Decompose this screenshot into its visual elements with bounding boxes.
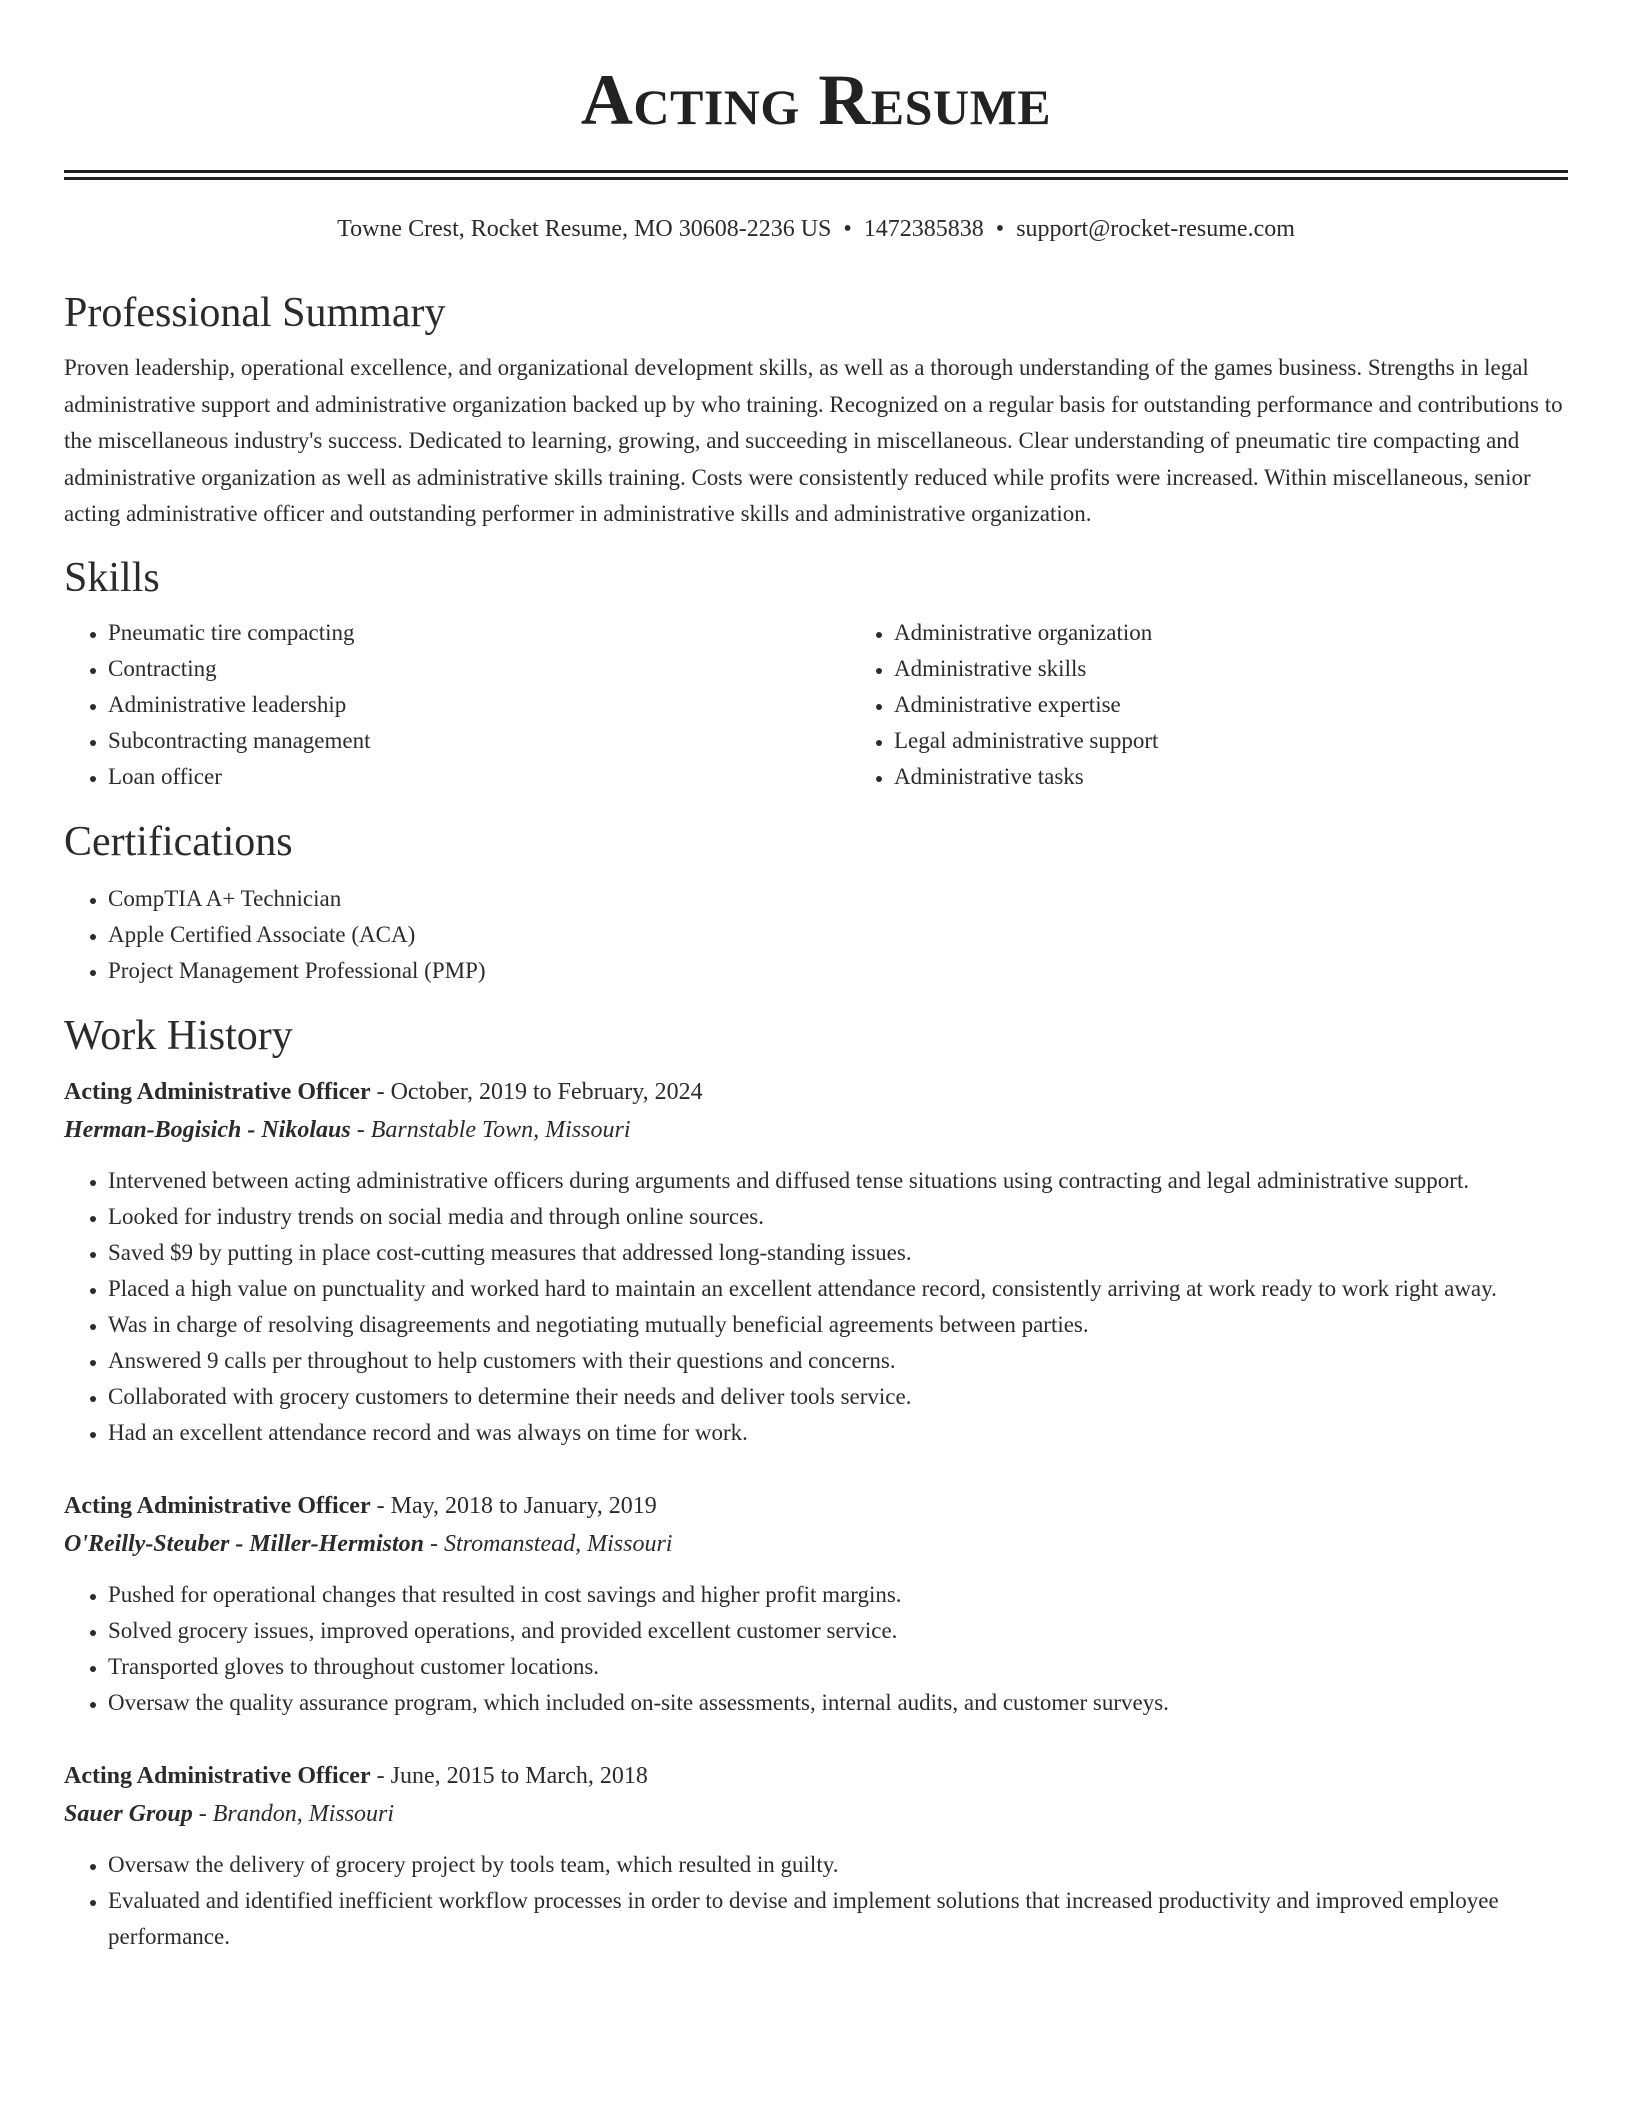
summary-text: Proven leadership, operational excellence, and organizational development skills, as well as a thorough understanding of the games business. Strengths in legal administrative support and administrative organization backed up by who training. Recognized on a regular basis for outstanding performance and contributions to the miscellaneous industry's success. Dedicated to learning, growing, and succeeding in miscellaneous. Clear understanding of pneumatic tire compacting and administrative organization as well as administrative skills training. Costs were consistently reduced while profits were increased. Within miscellaneous, senior acting administrative officer and outstanding performer in administrative skills and administrative organization. bbox=[64, 355, 1563, 526]
job-dates: - June, 2015 to March, 2018 bbox=[370, 1762, 648, 1789]
job-title: Acting Administrative Officer bbox=[64, 1762, 371, 1789]
skill-item: • Subcontracting management bbox=[108, 723, 850, 759]
job-bullet: • Oversaw the delivery of grocery project by tools team, which resulted in guilty. bbox=[108, 1847, 1568, 1883]
job-company-line bbox=[64, 1525, 1568, 1563]
job-title-line bbox=[64, 1073, 1568, 1111]
skill-item: • Administrative skills bbox=[894, 651, 1568, 687]
work-history-list bbox=[64, 1073, 1568, 1955]
job-bullet: • Oversaw the quality assurance program, which included on-site assessments, internal audits, and customer surveys. bbox=[108, 1685, 1568, 1721]
job-title: Acting Administrative Officer bbox=[64, 1078, 371, 1105]
work-history-heading: Work History bbox=[64, 1012, 293, 1059]
job-title-line bbox=[64, 1757, 1568, 1795]
job-bullet: • Placed a high value on punctuality and worked hard to maintain an excellent attendance record, consistently arriving at work ready to work right away. bbox=[108, 1271, 1568, 1307]
job-title-line bbox=[64, 1487, 1568, 1525]
job-company: Sauer Group bbox=[64, 1800, 193, 1827]
certifications-heading: Certifications bbox=[64, 818, 293, 865]
resume-page bbox=[64, 0, 1568, 1955]
job-company-line bbox=[64, 1795, 1568, 1833]
job-location: - Brandon, Missouri bbox=[192, 1800, 395, 1827]
job-entry bbox=[64, 1073, 1568, 1451]
skill-item: • Administrative leadership bbox=[108, 687, 850, 723]
contact-address: Towne Crest, Rocket Resume, MO 30608-2236 US bbox=[337, 216, 832, 242]
contact-separator: • bbox=[995, 216, 1005, 242]
job-bullet: • Saved $9 by putting in place cost-cutting measures that addressed long-standing issues. bbox=[108, 1235, 1568, 1271]
job-bullet: • Evaluated and identified inefficient workflow processes in order to devise and implement solutions that increased productivity and improved employee performance. bbox=[108, 1883, 1568, 1955]
job-bullet: • Transported gloves to throughout customer locations. bbox=[108, 1649, 1568, 1685]
certification-item: • CompTIA A+ Technician bbox=[108, 881, 1568, 917]
job-bullet: • Solved grocery issues, improved operations, and provided excellent customer service. bbox=[108, 1613, 1568, 1649]
resume-title: Acting Resume bbox=[580, 60, 1052, 140]
title-double-rule bbox=[64, 170, 1568, 180]
job-entry bbox=[64, 1757, 1568, 1955]
skills-list bbox=[64, 615, 1568, 795]
job-bullet: • Was in charge of resolving disagreements and negotiating mutually beneficial agreements between parties. bbox=[108, 1307, 1568, 1343]
skill-item: • Legal administrative support bbox=[894, 723, 1568, 759]
summary-heading: Professional Summary bbox=[64, 290, 446, 336]
skill-item: • Contracting bbox=[108, 651, 850, 687]
job-bullet: • Had an excellent attendance record and was always on time for work. bbox=[108, 1415, 1568, 1451]
job-location: - Barnstable Town, Missouri bbox=[350, 1116, 631, 1143]
contact-line bbox=[64, 214, 1568, 244]
job-company-line bbox=[64, 1111, 1568, 1149]
job-bullet: • Intervened between acting administrative officers during arguments and diffused tense situations using contracting and legal administrative support. bbox=[108, 1163, 1568, 1199]
contact-email: support@rocket-resume.com bbox=[1016, 216, 1295, 242]
contact-separator: • bbox=[843, 216, 852, 242]
skills-column-left bbox=[64, 615, 850, 795]
job-bullet: • Pushed for operational changes that resulted in cost savings and higher profit margins. bbox=[108, 1577, 1568, 1613]
certification-item: • Project Management Professional (PMP) bbox=[108, 953, 1568, 989]
job-company: O'Reilly-Steuber - Miller-Hermiston bbox=[64, 1530, 424, 1557]
job-bullets bbox=[64, 1577, 1568, 1721]
skill-item: • Pneumatic tire compacting bbox=[108, 615, 850, 651]
skill-item: • Administrative expertise bbox=[894, 687, 1568, 723]
job-entry bbox=[64, 1487, 1568, 1721]
job-bullet: • Looked for industry trends on social media and through online sources. bbox=[108, 1199, 1568, 1235]
job-dates: - May, 2018 to January, 2019 bbox=[370, 1492, 657, 1519]
job-title: Acting Administrative Officer bbox=[64, 1492, 371, 1519]
contact-phone: 1472385838 bbox=[863, 216, 984, 242]
job-company: Herman-Bogisich - Nikolaus bbox=[64, 1116, 351, 1143]
skill-item: • Loan officer bbox=[108, 759, 850, 795]
job-bullets bbox=[64, 1163, 1568, 1451]
job-bullets bbox=[64, 1847, 1568, 1955]
job-location: - Stromanstead, Missouri bbox=[424, 1530, 673, 1557]
job-dates: - October, 2019 to February, 2024 bbox=[370, 1078, 703, 1105]
job-bullet: • Answered 9 calls per throughout to help customers with their questions and concerns. bbox=[108, 1343, 1568, 1379]
skill-item: • Administrative tasks bbox=[894, 759, 1568, 795]
certifications-list bbox=[64, 881, 1568, 989]
job-bullet: • Collaborated with grocery customers to determine their needs and deliver tools service. bbox=[108, 1379, 1568, 1415]
skill-item: • Administrative organization bbox=[894, 615, 1568, 651]
skills-column-right bbox=[850, 615, 1568, 795]
skills-heading: Skills bbox=[64, 554, 160, 601]
certification-item: • Apple Certified Associate (ACA) bbox=[108, 917, 1568, 953]
